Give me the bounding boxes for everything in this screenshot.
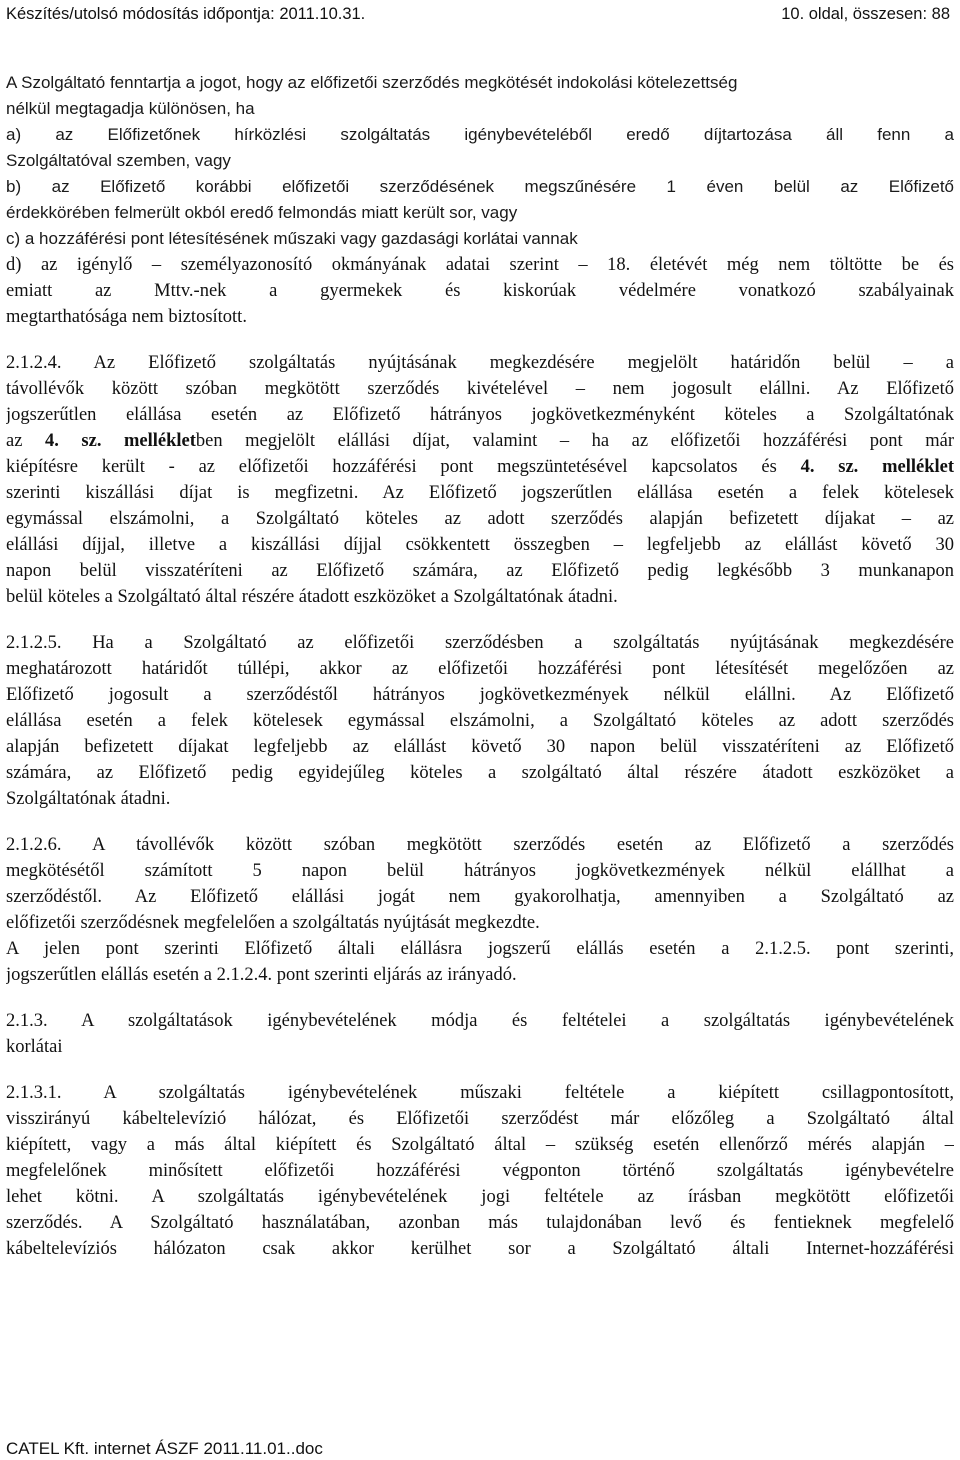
section-2-1-2-4: [6, 350, 954, 610]
text-line: visszirányú kábeltelevízió hálózat, és Előfizetői szerződést már előzőleg a Szolgáltató által: [6, 1109, 954, 1129]
paragraph-gap: [6, 812, 954, 832]
refusal-conditions-block: [6, 70, 954, 252]
text-line: c) a hozzáférési pont létesítésének műszaki vagy gazdasági korlátai vannak: [6, 229, 578, 248]
text-line: A jelen pont szerinti Előfizető általi elállásra jogszerű elállás esetén a 2.1.2.5. pont szerinti,: [6, 939, 954, 959]
paragraph-gap: [6, 1060, 954, 1080]
text-line: A Szolgáltató fenntartja a jogot, hogy az előfizetői szerződés megkötését indokolási kötelezettség: [6, 73, 738, 92]
text-line: kiépített, vagy a más által kiépített és Szolgáltató által – szükség esetén ellenőrző mérés alapján –: [6, 1135, 954, 1155]
text-line: előfizetői szerződésnek megfelelően a szolgáltatás nyújtását megkezdte.: [6, 913, 540, 933]
text-line: emiatt az Mttv.-nek a gyermekek és kiskorúak védelmére vonatkozó szabályainak: [6, 281, 954, 301]
section-2-1-3: [6, 1008, 954, 1060]
text-line: [6, 454, 954, 480]
text-line: Előfizető jogosult a szerződéstől hátrányos jogkövetkezmények nélkül elállni. Az Előfizető: [6, 685, 954, 705]
text-line: számára, az Előfizető pedig egyidejűleg köteles a szolgáltató által részére átadott eszközöket a: [6, 763, 954, 783]
text-line: alapján befizetett díjakat legfeljebb az elállást követő 30 napon belül visszatéríteni az Előfizető: [6, 737, 954, 757]
text-line: távollévők között szóban megkötött szerződés kivételével – nem jogosult elállni. Az Előfizető: [6, 379, 954, 399]
text-line: korlátai: [6, 1037, 63, 1057]
text-line: egymással elszámolni, a Szolgáltató köteles az adott szerződés alapján befizetett díjakat – az: [6, 509, 954, 529]
text-run: kiépítésre került - az előfizetői hozzáférési pont megszüntetésével kapcsolatos és: [6, 457, 801, 477]
text-line: nélkül megtagadja különösen, ha: [6, 99, 255, 118]
text-line: jogszerűtlen elállása esetén az Előfizető hátrányos jogkövetkezményként köteles a Szolgáltatónak: [6, 405, 954, 425]
text-line: érdekkörében felmerült okból eredő felmondás miatt került sor, vagy: [6, 203, 518, 222]
text-run: ben megjelölt elállási díjat, valamint – ha az előfizetői hozzáférési pont már: [195, 431, 954, 451]
page-footer: CATEL Kft. internet ÁSZF 2011.11.01..doc: [6, 1439, 323, 1458]
text-line: Szolgáltatóval szemben, vagy: [6, 151, 231, 170]
text-line: 2.1.2.5. Ha a Szolgáltató az előfizetői szerződésben a szolgáltatás nyújtásának megkezdésére: [6, 633, 954, 653]
text-line: megtarthatósága nem biztosított.: [6, 307, 247, 327]
page-header: [6, 4, 950, 24]
text-line: elállása esetén a felek kötelesek egymással elszámolni, a Szolgáltató köteles az adott szerződés: [6, 711, 954, 731]
header-timestamp: Készítés/utolsó módosítás időpontja: 2011.10.31.: [6, 5, 366, 23]
text-line: [6, 428, 954, 454]
text-line: belül köteles a Szolgáltató által részére átadott eszközöket a Szolgáltatónak átadni.: [6, 587, 618, 607]
text-line: 2.1.2.4. Az Előfizető szolgáltatás nyújtásának megkezdésére megjelölt határidőn belül – a: [6, 353, 954, 373]
text-line: lehet kötni. A szolgáltatás igénybevételének jogi feltétele az írásban megkötött előfizetői: [6, 1187, 954, 1207]
bold-annex-reference: 4. sz. melléklet: [44, 431, 196, 451]
text-run: az: [6, 431, 45, 451]
text-line: d) az igénylő – személyazonosító okmányának adatai szerint – 18. életévét még nem töltötte be és: [6, 255, 954, 275]
text-line: Szolgáltatónak átadni.: [6, 789, 171, 809]
text-line: napon belül visszatéríteni az Előfizető számára, az Előfizető pedig legkésőbb 3 munkanapon: [6, 561, 954, 581]
section-2-1-3-1: [6, 1080, 954, 1262]
section-2-1-2-6: [6, 832, 954, 988]
text-line: a) az Előfizetőnek hírközlési szolgáltatás igénybevételéből eredő díjtartozása áll fenn a: [6, 125, 954, 144]
text-line: szerződéstől. Az Előfizető elállási jogát nem gyakorolhatja, amennyiben a Szolgáltató az: [6, 887, 954, 907]
paragraph-gap: [6, 988, 954, 1008]
document-body: [6, 252, 954, 1262]
text-line: 2.1.2.6. A távollévők között szóban megkötött szerződés esetén az Előfizető a szerződés: [6, 835, 954, 855]
paragraph-gap: [6, 330, 954, 350]
section-2-1-2-5: [6, 630, 954, 812]
header-page-number: 10. oldal, összesen: 88: [781, 5, 950, 23]
text-line: 2.1.3. A szolgáltatások igénybevételének módja és feltételei a szolgáltatás igénybevételének: [6, 1011, 954, 1031]
text-line: kábeltelevíziós hálózaton csak akkor kerülhet sor a Szolgáltató általi Internet-hozzáférési: [6, 1239, 954, 1259]
condition-d-block: [6, 252, 954, 330]
text-line: jogszerűtlen elállás esetén a 2.1.2.4. pont szerinti eljárás az irányadó.: [6, 965, 517, 985]
text-line: megkötésétől számított 5 napon belül hátrányos jogkövetkezmények nélkül elállhat a: [6, 861, 954, 881]
text-line: b) az Előfizető korábbi előfizetői szerződésének megszűnésére 1 éven belül az Előfizető: [6, 177, 954, 196]
text-line: 2.1.3.1. A szolgáltatás igénybevételének műszaki feltétele a kiépített csillagpontosított,: [6, 1083, 954, 1103]
text-line: szerződés. A Szolgáltató használatában, azonban más tulajdonában levő és fentieknek megfelelő: [6, 1213, 954, 1233]
text-line: megfelelőnek minősített előfizetői hozzáférési végponton történő szolgáltatás igénybevételre: [6, 1161, 954, 1181]
bold-annex-reference: 4. sz. melléklet: [800, 457, 954, 477]
text-line: elállási díjjal, illetve a kiszállási díjjal csökkentett összegben – legfeljebb az elállást követő 30: [6, 535, 954, 555]
paragraph-gap: [6, 610, 954, 630]
text-line: szerinti kiszállási díjat is megfizetni. Az Előfizető jogszerűtlen elállása esetén a felek kötelesek: [6, 483, 954, 503]
text-line: meghatározott határidőt túllépi, akkor az előfizetői hozzáférési pont létesítését megelőzően az: [6, 659, 954, 679]
